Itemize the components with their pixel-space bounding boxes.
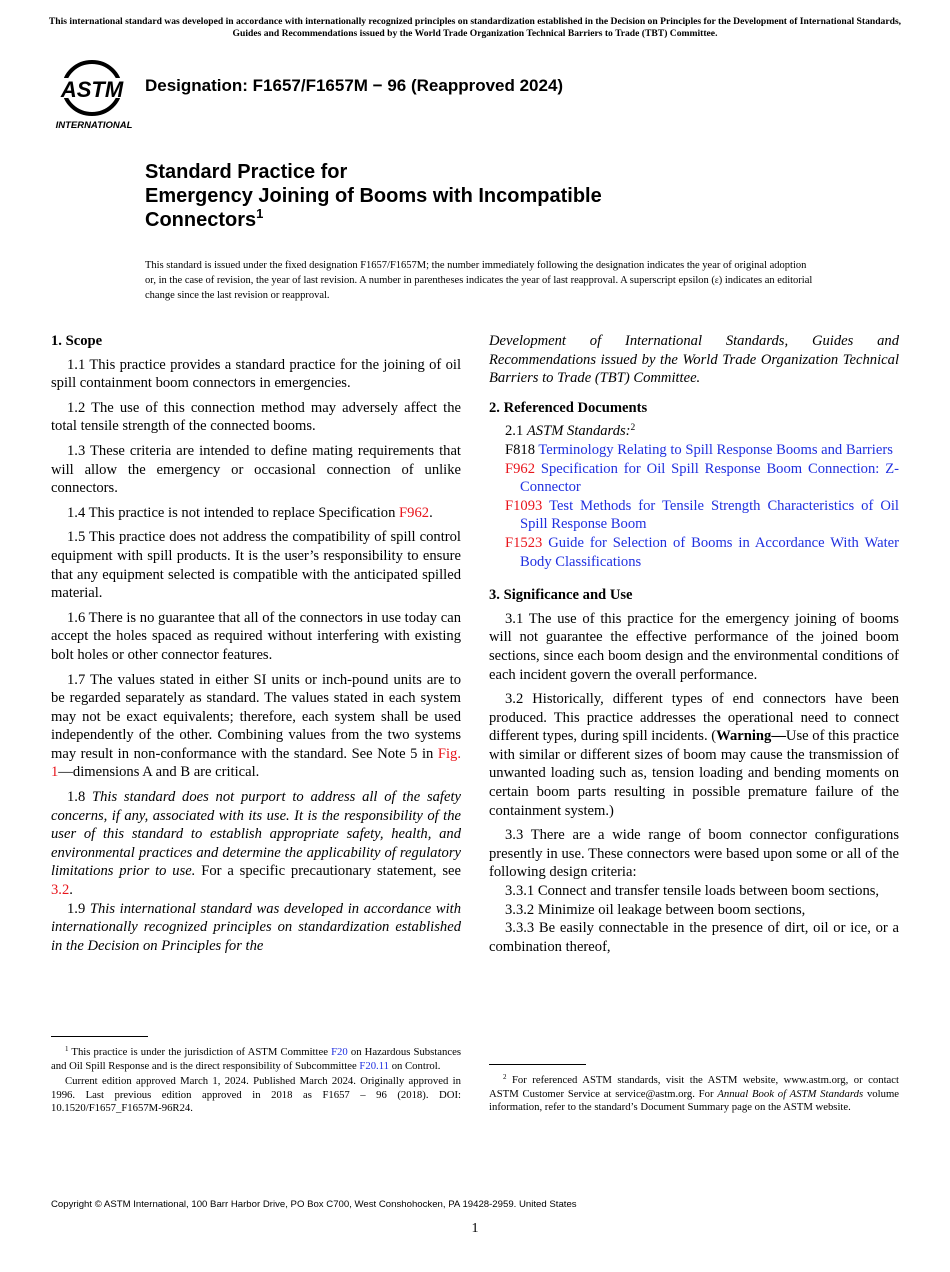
sub-title: ASTM Standards: bbox=[526, 423, 631, 440]
left-column bbox=[51, 332, 461, 961]
fn1-text-c: on Control. bbox=[389, 1059, 441, 1072]
p1-7-text: 1.7 The values stated in either SI units or inch-pound units are to be regarded separately as standard. The values stated in each system may not be exact equivalents; therefore, each system shall be used independently of the other. Combining values from the two systems may result in non-conformance with the standard. See Note 5 in bbox=[51, 671, 461, 762]
document-title bbox=[145, 160, 602, 232]
p3-2-warning: Warning— bbox=[716, 728, 786, 745]
paragraph-1-8 bbox=[51, 788, 461, 900]
link-f20[interactable]: F20 bbox=[331, 1046, 348, 1058]
footnote-2-mark: 2 bbox=[503, 1073, 507, 1081]
logo-text: ASTM bbox=[60, 77, 124, 102]
paragraph-3-1: 3.1 The use of this practice for the emergency joining of booms will not guarantee the effective performance of the joined boom sections, since each boom design and the environmental conditions of each incident govern the overall performance. bbox=[489, 610, 899, 683]
p1-8-italic: This standard does not purport to address all of the safety concerns, if any, associated with its use. It is the responsibility of the user of this standard to establish appropriate safety, health, and environmental practices and determine the applicability of regulatory limitations prior to use. bbox=[51, 789, 461, 880]
footnote-1-edition: Current edition approved March 1, 2024. Published March 2024. Originally approved in 1996. Last previous edition approved in 2018 as F1657 – 96 (2018). DOI: 10.1520/F1657_F1657M-96R24. bbox=[51, 1075, 461, 1115]
section-heading-scope: 1. Scope bbox=[51, 333, 103, 349]
footnote-rule-right bbox=[489, 1064, 586, 1065]
link-3-2[interactable]: 3.2 bbox=[51, 882, 70, 899]
footnote-2 bbox=[489, 1074, 899, 1117]
astm-logo bbox=[52, 56, 136, 132]
section-heading-significance: 3. Significance and Use bbox=[489, 587, 633, 604]
fn2-text-a: For referenced ASTM standards, visit the ASTM website, www.astm.org, or contact ASTM Customer Service at service@astm.org. For bbox=[489, 1074, 899, 1100]
paragraph-1-9 bbox=[51, 900, 461, 956]
paragraph-3-3: 3.3 There are a wide range of boom connector configurations presently in use. These connectors were based upon some or all of the following design criteria: bbox=[489, 827, 899, 881]
title-line-3 bbox=[145, 208, 602, 232]
p1-9-italic-cont: Development of International Standards, Guides and Recommendations issued by the World Trade Organization Technical Barriers to Trade (TBT) Committee. bbox=[489, 333, 899, 387]
paragraph-1-1: 1.1 This practice provides a standard practice for the joining of oil spill containment boom connectors in emergencies. bbox=[51, 356, 461, 392]
paragraph-1-3: 1.3 These criteria are intended to define mating requirements that will allow the emergency or occasional connection of unlike connectors. bbox=[51, 442, 461, 497]
issued-note-text-end: ) indicates an editorial change since the last revision or reapproval. bbox=[145, 275, 813, 301]
fn2-italic: Annual Book of ASTM Standards bbox=[717, 1087, 864, 1100]
reference-f1523 bbox=[489, 534, 899, 571]
sub-footnote-mark: 2 bbox=[630, 423, 636, 434]
right-column bbox=[489, 332, 899, 956]
paragraph-3-3-1: 3.3.1 Connect and transfer tensile loads between boom sections, bbox=[505, 883, 880, 900]
issued-note bbox=[145, 259, 815, 303]
link-f962[interactable]: F962 bbox=[399, 504, 430, 521]
reference-f1093 bbox=[489, 497, 899, 534]
sub-num: 2.1 bbox=[505, 423, 527, 440]
fn2-text-b: volume information, refer to the standard’s Document Summary page on the ASTM website. bbox=[489, 1087, 899, 1114]
p3-2-end: Use of this practice with similar or different sizes of boom may cause the transmission of unwanted loading such as, tension loading and bending moments on certain boom parts resulting in possible premature failure of the containment system.) bbox=[489, 728, 900, 819]
epsilon-symbol: ε bbox=[714, 275, 719, 286]
section-heading-referenced-documents: 2. Referenced Documents bbox=[489, 399, 648, 416]
p1-7-end: —dimensions A and B are critical. bbox=[58, 764, 260, 781]
astm-standards-subheading bbox=[489, 422, 899, 441]
p3-2-text: 3.2 Historically, different types of end connectors have been produced. This practice addresses the operational need to connect different types, during spill incidents. ( bbox=[489, 691, 899, 745]
p1-8-num: 1.8 bbox=[67, 789, 93, 806]
ref-title-link[interactable]: Guide for Selection of Booms in Accordance With Water Body Classifications bbox=[520, 534, 899, 570]
fn1-text-a: This practice is under the jurisdiction of ASTM Committee bbox=[68, 1046, 332, 1058]
ref-title-link[interactable]: Specification for Oil Spill Response Boom Connection: Z-Connector bbox=[520, 460, 899, 496]
title-footnote-mark: 1 bbox=[256, 206, 264, 221]
paragraph-1-7 bbox=[51, 671, 461, 783]
footnote-rule-left bbox=[51, 1036, 148, 1037]
paragraph-1-5: 1.5 This practice does not address the compatibility of spill control equipment with spill products. It is the user’s responsibility to ensure that any equipment selected is compatible with the anticipated spilled material. bbox=[51, 529, 461, 602]
ref-code-link[interactable]: F962 bbox=[505, 460, 536, 477]
logo-subtext: INTERNATIONAL bbox=[55, 120, 133, 131]
title-line-2: Emergency Joining of Booms with Incompatible bbox=[145, 185, 602, 207]
paragraph-1-6: 1.6 There is no guarantee that all of the connectors in use today can accept the holes spaced as required without interfering with existing bolt holes or other connector features. bbox=[51, 609, 461, 663]
ref-code-link[interactable]: F1523 bbox=[505, 534, 543, 551]
ref-code: F818 bbox=[505, 441, 536, 458]
p1-9-italic: This international standard was developed in accordance with internationally recognized principles on standardization established in the Decision on Principles for the bbox=[51, 900, 462, 954]
footnote-1-jurisdiction bbox=[51, 1046, 461, 1073]
issued-note-text: This standard is issued under the fixed designation F1657/F1657M; the number immediately following the designation indicates the year of original adoption or, in the case of revision, the year of last revision. A number in parentheses indicates the year of last reapproval. A superscript epsilon ( bbox=[145, 260, 807, 287]
link-fig-1[interactable]: Fig. 1 bbox=[51, 745, 461, 781]
p1-8-end: . bbox=[69, 882, 73, 899]
copyright: Copyright © ASTM International, 100 Barr Harbor Drive, PO Box C700, West Conshohocken, PA 19428-2959. United States bbox=[51, 1199, 577, 1210]
paragraph-1-9-continued bbox=[489, 332, 899, 388]
p1-8-text: For a specific precautionary statement, see bbox=[195, 863, 462, 880]
ref-title-link[interactable]: Terminology Relating to Spill Response Booms and Barriers bbox=[538, 441, 893, 458]
footnote-1-mark: 1 bbox=[65, 1045, 69, 1053]
link-f20-11[interactable]: F20.11 bbox=[359, 1059, 390, 1072]
footnote-1 bbox=[51, 1046, 461, 1118]
p1-4-text: 1.4 This practice is not intended to replace Specification bbox=[67, 504, 400, 521]
p1-4-end: . bbox=[429, 504, 433, 521]
title-line-3-text: Connectors bbox=[145, 209, 257, 231]
ref-title-link[interactable]: Test Methods for Tensile Strength Characteristics of Oil Spill Response Boom bbox=[520, 497, 899, 533]
footnote-2-text bbox=[489, 1074, 899, 1115]
header-note: This international standard was developed in accordance with internationally recognized principles on standardization established in the Decision on Principles for the Development of International Standards, Guides and Recommendations issued by the World Trade Organization Technical Barriers to Trade (TBT) Committee. bbox=[48, 16, 902, 39]
title-line-1: Standard Practice for bbox=[145, 161, 348, 183]
reference-f818 bbox=[489, 441, 899, 460]
paragraph-1-2: 1.2 The use of this connection method may adversely affect the total tensile strength of the connected booms. bbox=[51, 399, 461, 435]
paragraph-3-3-2: 3.3.2 Minimize oil leakage between boom sections, bbox=[505, 901, 806, 918]
page-number: 1 bbox=[471, 1221, 479, 1236]
paragraph-3-3-3: 3.3.3 Be easily connectable in the presence of dirt, oil or ice, or a combination thereof, bbox=[489, 920, 899, 955]
fn1-text-b: on Hazardous Substances and Oil Spill Response and is the direct responsibility of Subcommittee bbox=[51, 1046, 461, 1072]
ref-code-link[interactable]: F1093 bbox=[505, 497, 543, 514]
paragraph-1-4 bbox=[51, 504, 461, 523]
p1-9-num: 1.9 bbox=[67, 900, 90, 917]
designation: Designation: F1657/F1657M − 96 (Reapproved 2024) bbox=[145, 76, 564, 95]
paragraph-3-2 bbox=[489, 690, 899, 820]
reference-f962 bbox=[489, 460, 899, 497]
